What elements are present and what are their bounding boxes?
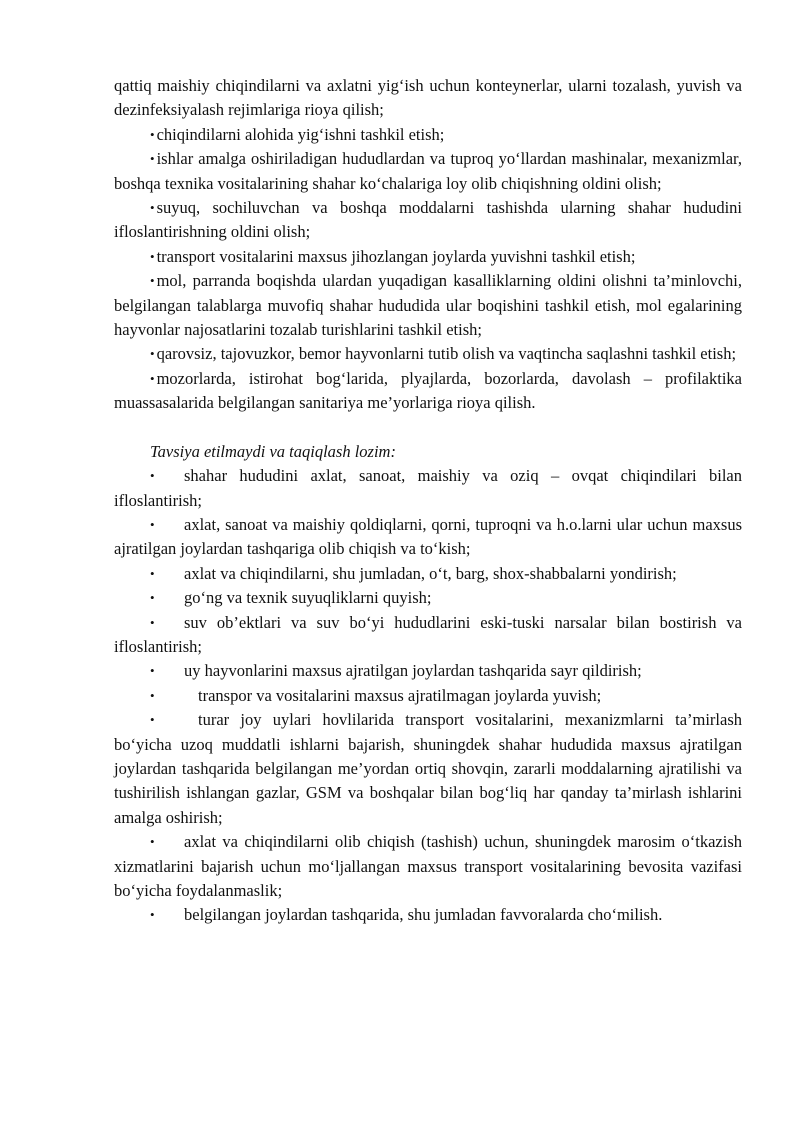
list-item bbox=[114, 684, 742, 708]
list-item bbox=[114, 367, 742, 416]
bullet-icon: • bbox=[150, 468, 155, 484]
list-item bbox=[114, 611, 742, 660]
list-item-text: ishlar amalga oshiriladigan hududlardan va tuproq yo‘llardan mashinalar, mexanizmlar, boshqa texnika vositalarining shahar ko‘chalariga loy olib chiqishning oldini olish; bbox=[114, 149, 742, 193]
bullet-icon: • bbox=[150, 370, 155, 386]
list-item-text: turar joy uylari hovlilarida transport vositalarini, mexanizmlarni ta’mirlash bo‘yicha uzoq muddatli ishlarni bajarish, shuningdek shahar hududida maxsus ajratilgan joylardan tashqarida belgilangan me’yordan ortiq shovqin, zararli moddalarning ajratilishi va tushirilish ishlangan gazlar, GSM va boshqalar bilan bog‘liq har qanday ta’mirlash ishlarini amalga oshirish; bbox=[114, 710, 742, 827]
bullet-icon: • bbox=[150, 663, 155, 679]
bullet-icon: • bbox=[150, 248, 155, 264]
list-item-text: axlat, sanoat va maishiy qoldiqlarni, qorni, tuproqni va h.o.larni ular uchun maxsus ajratilgan joylardan tashqariga olib chiqish va to‘kish; bbox=[114, 514, 742, 559]
list-item-text: suyuq, sochiluvchan va boshqa moddalarni tashishda ularning shahar hududini ifloslantirishning oldini olish; bbox=[114, 198, 742, 242]
list-item-text: belgilangan joylardan tashqarida, shu jumladan favvoralarda cho‘milish. bbox=[184, 905, 663, 925]
list-item bbox=[114, 123, 742, 147]
list-item-text: axlat va chiqindilarni olib chiqish (tashish) uchun, shuningdek marosim o‘tkazish xizmatlarini bajarish uchun mo‘ljallangan maxsus transport vositalarining bevosita vazifasi bo‘yicha foydalanmaslik; bbox=[114, 832, 742, 900]
list-item-text: uy hayvonlarini maxsus ajratilgan joylardan tashqarida sayr qildirish; bbox=[184, 661, 642, 681]
bullet-icon: • bbox=[150, 346, 155, 362]
list-item bbox=[114, 342, 742, 366]
bullet-icon: • bbox=[150, 687, 155, 703]
obligations-list bbox=[114, 123, 742, 416]
list-item-text: axlat va chiqindilarni, shu jumladan, o‘t, barg, shox-shabbalarni yondirish; bbox=[184, 563, 677, 583]
list-item bbox=[114, 196, 742, 245]
list-item bbox=[114, 464, 742, 513]
bullet-icon: • bbox=[150, 834, 155, 850]
list-item-text: suv ob’ektlari va suv bo‘yi hududlarini eski-tuski narsalar bilan bostirish va ifloslantirish; bbox=[114, 612, 742, 656]
bullet-icon: • bbox=[150, 590, 155, 606]
list-item bbox=[114, 708, 742, 830]
document-page bbox=[114, 74, 742, 928]
list-item bbox=[114, 147, 742, 196]
bullet-icon: • bbox=[150, 565, 155, 581]
bullet-icon: • bbox=[150, 126, 155, 142]
bullet-icon: • bbox=[150, 614, 155, 630]
list-item-text: go‘ng va texnik suyuqliklarni quyish; bbox=[184, 588, 432, 608]
list-item bbox=[114, 586, 742, 610]
list-item-text: chiqindilarni alohida yig‘ishni tashkil etish; bbox=[156, 124, 445, 144]
intro-paragraph: qattiq maishiy chiqindilarni va axlatni yig‘ish uchun konteynerlar, ularni tozalash, yuvish va dezinfeksiyalash rejimlariga rioya qilish; bbox=[114, 76, 742, 120]
list-item-text: shahar hududini axlat, sanoat, maishiy va oziq – ovqat chiqindilari bilan ifloslantirish; bbox=[114, 466, 742, 510]
bullet-icon: • bbox=[150, 712, 155, 728]
list-item-text: mol, parranda boqishda ulardan yuqadigan kasalliklarning oldini olishni ta’minlovchi, belgilangan talablarga muvofiq shahar hududida ular boqishini tashkil etish, mol egalarining hayvonlar najosatlarini tozalab turishlarini tashkil etish; bbox=[114, 271, 742, 340]
list-item bbox=[114, 245, 742, 269]
list-item bbox=[114, 269, 742, 342]
list-item-text: qarovsiz, tajovuzkor, bemor hayvonlarni tutib olish va vaqtincha saqlashni tashkil etish; bbox=[156, 344, 737, 364]
list-item-text: mozorlarda, istirohat bog‘larida, plyajlarda, bozorlarda, davolash – profilaktika muassasalarida belgilangan sanitariya me’yorlariga rioya qilish. bbox=[114, 368, 742, 413]
list-item bbox=[114, 659, 742, 683]
list-item bbox=[114, 830, 742, 903]
list-item bbox=[114, 903, 742, 927]
bullet-icon: • bbox=[150, 151, 155, 167]
section-heading: Tavsiya etilmaydi va taqiqlash lozim: bbox=[150, 441, 396, 461]
list-item bbox=[114, 562, 742, 586]
bullet-icon: • bbox=[150, 907, 155, 923]
list-item-text: transpor va vositalarini maxsus ajratilmagan joylarda yuvish; bbox=[198, 685, 602, 705]
list-item bbox=[114, 513, 742, 562]
bullet-icon: • bbox=[150, 273, 155, 289]
list-item-text: transport vositalarini maxsus jihozlangan joylarda yuvishni tashkil etish; bbox=[156, 246, 636, 266]
bullet-icon: • bbox=[150, 516, 155, 532]
prohibitions-list bbox=[114, 464, 742, 928]
bullet-icon: • bbox=[150, 200, 155, 216]
